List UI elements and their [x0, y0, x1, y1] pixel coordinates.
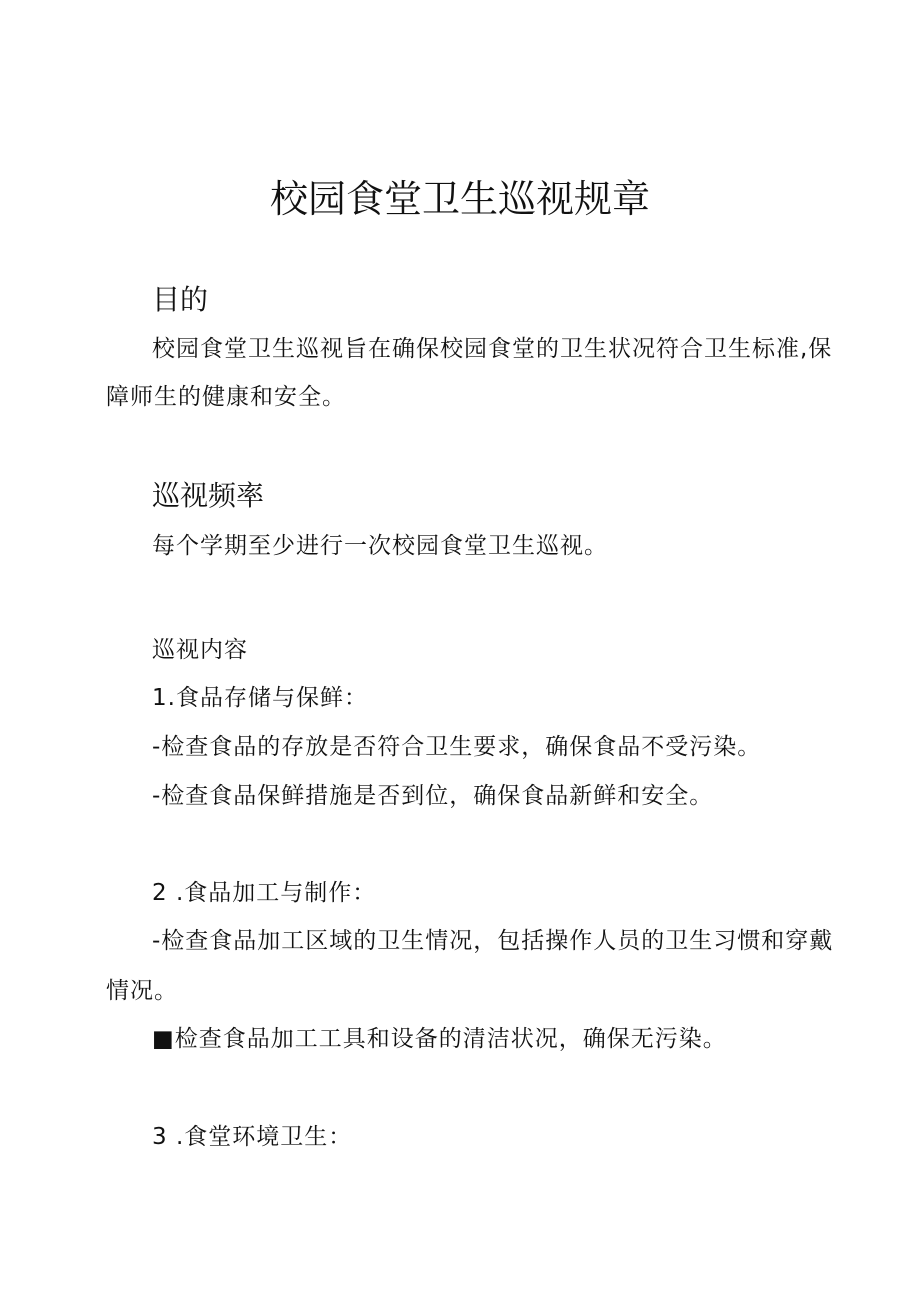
subsection-title-food-storage: 1.食品存储与保鲜：: [152, 685, 368, 711]
list-item-processing-area-line-1: -检查食品加工区域的卫生情况，包括操作人员的卫生习惯和穿戴: [152, 928, 834, 954]
section-heading-purpose: 目的: [152, 283, 209, 316]
list-item-storage-check: -检查食品的存放是否符合卫生要求，确保食品不受污染。: [152, 734, 762, 760]
purpose-text-line-2: 障师生的健康和安全。: [106, 384, 346, 410]
purpose-text-line-1: 校园食堂卫生巡视旨在确保校园食堂的卫生状况符合卫生标准,保: [152, 336, 833, 362]
list-item-processing-area-line-2: 情况。: [106, 978, 178, 1004]
subsection-title-canteen-environment: 3 .食堂环境卫生：: [152, 1124, 353, 1150]
section-heading-content: 巡视内容: [152, 637, 248, 663]
page-title: 校园食堂卫生巡视规章: [269, 177, 650, 221]
list-item-equipment-check: ■检查食品加工工具和设备的清洁状况，确保无污染。: [152, 1026, 727, 1052]
subsection-title-food-processing: 2 .食品加工与制作：: [152, 880, 377, 906]
list-item-freshness-check: -检查食品保鲜措施是否到位，确保食品新鲜和安全。: [152, 783, 714, 809]
frequency-text: 每个学期至少进行一次校园食堂卫生巡视。: [152, 533, 608, 559]
section-heading-frequency: 巡视频率: [152, 479, 265, 512]
